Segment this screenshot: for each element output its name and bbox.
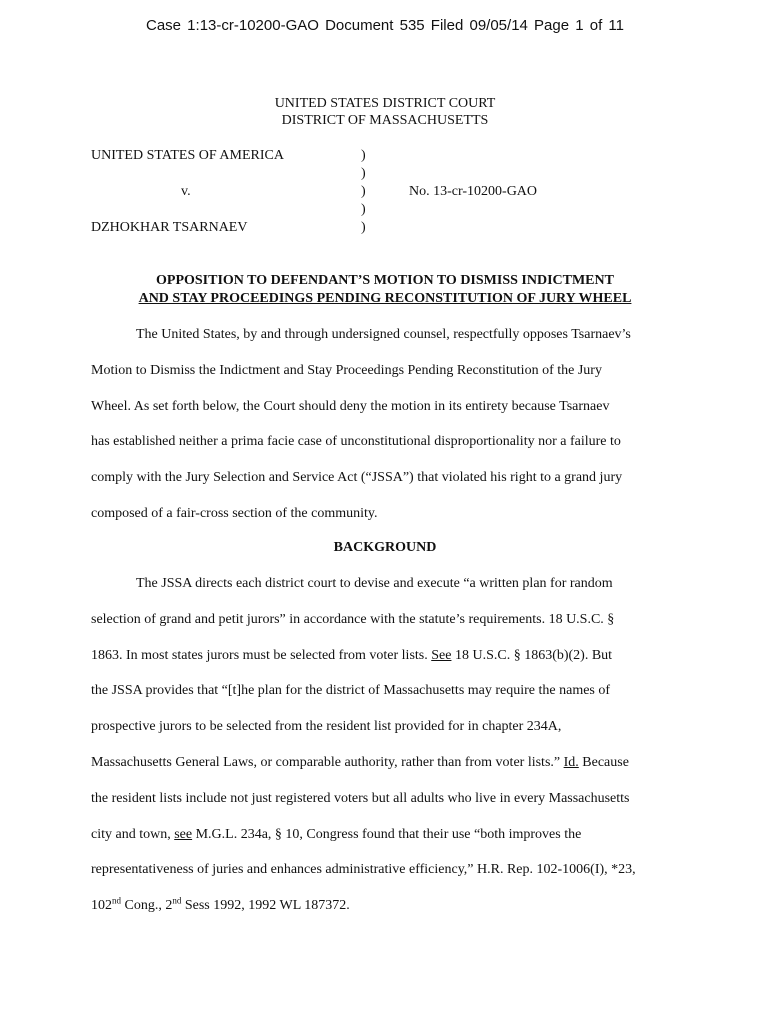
text-run: M.G.L. 234a, § 10, Congress found that their use “both improves the xyxy=(192,826,582,842)
background-heading: BACKGROUND xyxy=(333,540,437,555)
background-line xyxy=(91,745,691,781)
text-run: Massachusetts General Laws, or comparable authority, rather than from voter lists.” xyxy=(91,754,564,770)
intro-paragraph xyxy=(91,317,691,532)
caption-bracket: ) xyxy=(361,184,366,199)
background-line: prospective jurors to be selected from the resident list provided for in chapter 234A, xyxy=(91,719,562,735)
title-line-2: AND STAY PROCEEDINGS PENDING RECONSTITUTION OF JURY WHEEL xyxy=(138,291,632,306)
background-line xyxy=(91,638,691,674)
text-run: 1863. In most states jurors must be selected from voter lists. xyxy=(91,647,432,663)
citation-signal-see: see xyxy=(174,826,193,842)
caption-bracket: ) xyxy=(361,166,366,181)
caption-bracket: ) xyxy=(361,148,366,163)
filing-header: Case 1:13-cr-10200-GAO Document 535 Filed 09/05/14 Page 1 of 11 xyxy=(146,17,624,34)
caption-bracket: ) xyxy=(361,220,366,235)
ordinal-suffix: nd xyxy=(112,895,121,906)
background-line xyxy=(91,817,691,853)
plaintiff-name: UNITED STATES OF AMERICA xyxy=(91,148,284,163)
background-line: selection of grand and petit jurors” in accordance with the statute’s requirements. 18 U.S.C. § xyxy=(91,611,615,627)
text-run: 102 xyxy=(91,898,112,914)
case-number: No. 13-cr-10200-GAO xyxy=(409,184,538,199)
background-line xyxy=(91,888,691,924)
background-paragraph xyxy=(91,566,691,924)
title-line-1: OPPOSITION TO DEFENDANT’S MOTION TO DISMISS INDICTMENT xyxy=(156,273,614,288)
text-run: 18 U.S.C. § 1863(b)(2). But xyxy=(451,647,613,663)
ordinal-suffix: nd xyxy=(172,895,182,906)
intro-line: The United States, by and through undersigned counsel, respectfully opposes Tsarnaev’s xyxy=(136,327,631,342)
text-run: city and town, xyxy=(91,826,175,842)
court-line-2: DISTRICT OF MASSACHUSETTS xyxy=(281,113,489,128)
versus-label: v. xyxy=(181,184,191,199)
text-run: Cong., 2 xyxy=(121,898,173,914)
text-run: Because xyxy=(578,754,629,770)
citation-signal-id: Id. xyxy=(563,754,579,770)
court-name xyxy=(0,95,770,129)
background-line: the resident lists include not just registered voters but all adults who live in every Massachusetts xyxy=(91,790,630,806)
text-run: Sess 1992, 1992 WL 187372. xyxy=(181,898,350,914)
caption-bracket: ) xyxy=(361,202,366,217)
defendant-name: DZHOKHAR TSARNAEV xyxy=(91,220,248,235)
intro-line: has established neither a prima facie case of unconstitutional disproportionality nor a failure to xyxy=(91,434,621,450)
background-line: The JSSA directs each district court to devise and execute “a written plan for random xyxy=(136,576,613,591)
document-title xyxy=(0,272,770,308)
background-line: representativeness of juries and enhances administrative efficiency,” H.R. Rep. 102-1006(I), *23, xyxy=(91,862,636,878)
intro-line: composed of a fair-cross section of the community. xyxy=(91,505,378,521)
background-line: the JSSA provides that “[t]he plan for the district of Massachusetts may require the names of xyxy=(91,683,611,699)
citation-signal-see: See xyxy=(431,647,452,663)
court-line-1: UNITED STATES DISTRICT COURT xyxy=(274,96,496,111)
intro-line: comply with the Jury Selection and Service Act (“JSSA”) that violated his right to a grand jury xyxy=(91,470,623,486)
intro-line: Motion to Dismiss the Indictment and Stay Proceedings Pending Reconstitution of the Jury xyxy=(91,362,602,378)
intro-line: Wheel. As set forth below, the Court should deny the motion in its entirety because Tsarnaev xyxy=(91,398,610,414)
